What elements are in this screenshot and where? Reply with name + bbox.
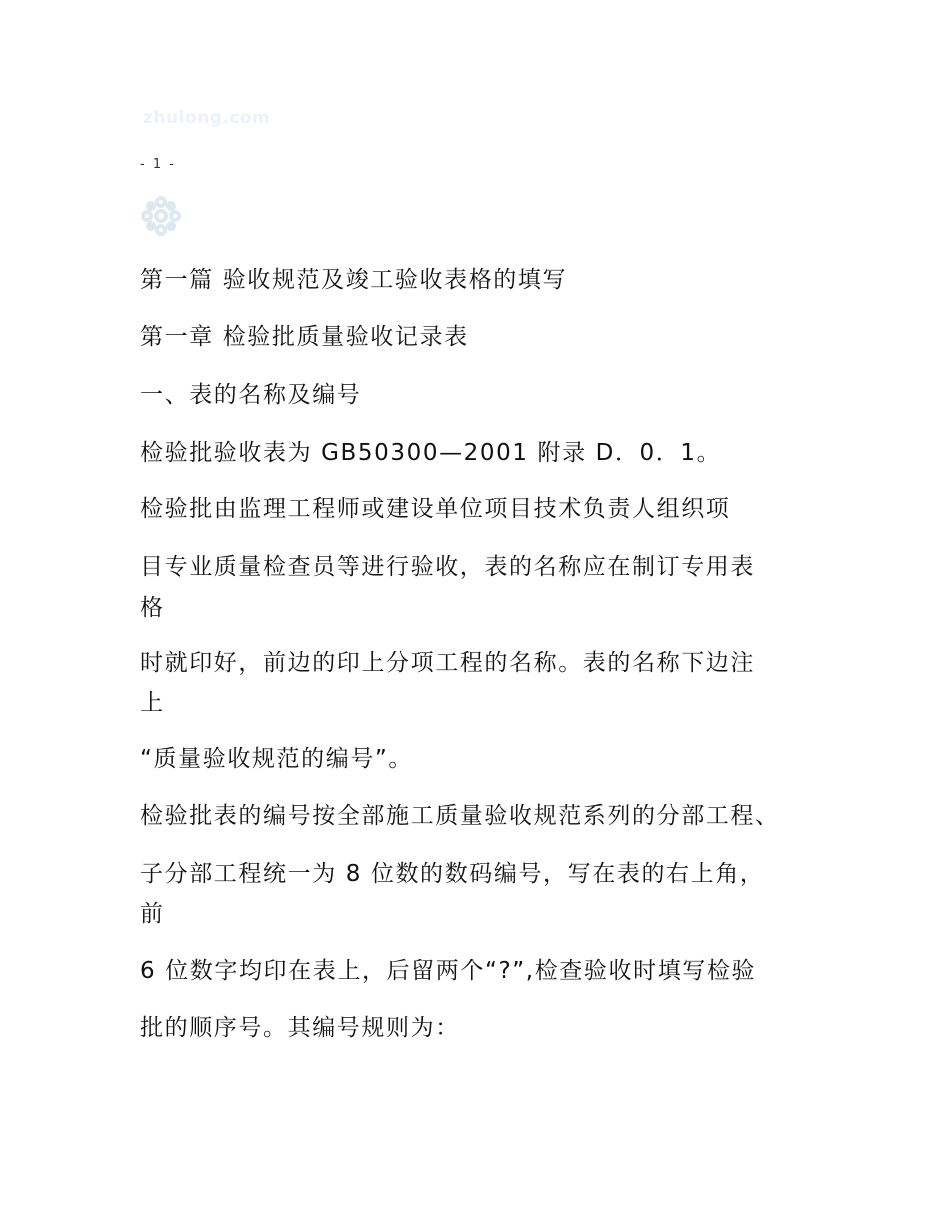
paragraph-line: 子分部工程统一为 8 位数的数码编号，写在表的右上角， [140, 861, 765, 887]
section-heading: 一、表的名称及编号 [140, 382, 362, 408]
paragraph-line: 检验批验收表为 GB50300—2001 附录 D．0．1。 [140, 440, 722, 466]
paragraph-line: “质量验收规范的编号”。 [140, 746, 414, 772]
paragraph-line: 检验批表的编号按全部施工质量验收规范系列的分部工程、 [140, 803, 780, 829]
paragraph-line: 6 位数字均印在表上，后留两个“?”,检查验收时填写检验 [140, 958, 757, 984]
page-number: - 1 - [140, 157, 176, 172]
chapter-heading: 第一章 检验批质量验收记录表 [140, 324, 469, 350]
paragraph-line: 格 [140, 595, 165, 621]
watermark-text: zhulong.com [143, 108, 271, 128]
paragraph-line: 目专业质量检查员等进行验收，表的名称应在制订专用表 [140, 554, 755, 580]
paragraph-line: 批的顺序号。其编号规则为： [140, 1015, 460, 1041]
paragraph-line: 时就印好，前边的印上分项工程的名称。表的名称下边注 [140, 650, 755, 676]
part-heading: 第一篇 验收规范及竣工验收表格的填写 [140, 267, 568, 293]
paragraph-line: 上 [140, 690, 165, 716]
paragraph-line: 前 [140, 901, 165, 927]
snowflake-logo-icon [139, 194, 183, 238]
paragraph-line: 检验批由监理工程师或建设单位项目技术负责人组织项 [140, 496, 731, 522]
